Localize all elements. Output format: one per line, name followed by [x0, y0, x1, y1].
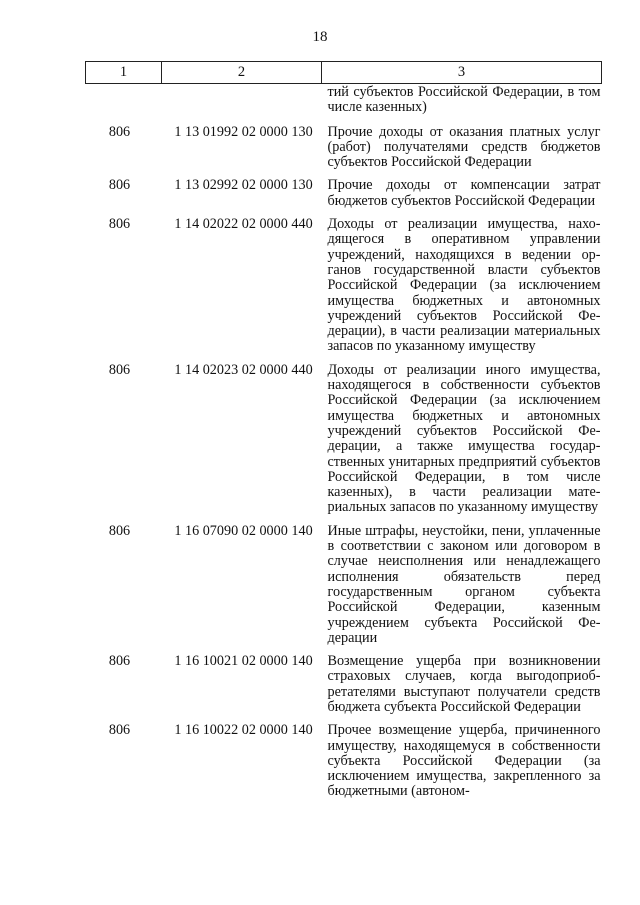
budget-code: 1 13 01992 02 0000 130 — [174, 123, 313, 140]
income-name: Прочие доходы от компенсации затрат бюджетов субъектов Российской Федерации — [327, 177, 601, 209]
budget-code: 1 16 10021 02 0000 140 — [174, 653, 313, 670]
header-col-2: 2 — [162, 62, 322, 84]
table-row — [86, 178, 602, 217]
table-row — [86, 654, 602, 723]
income-name: Возмещение ущерба при возникновении страховых случаев, когда выгодоприобретателями выступают получатели средств бюджета субъекта Российской Федерации — [327, 653, 601, 715]
income-name: Доходы от реализации имущества, находящегося в оперативном управлении учреждений, находящихся в ведении органов государственной власти субъектов Российской Федерации (за исключением имущества бюджетных и автономных учреждений субъектов Российской Федерации), в части реализации материальных запасов по указанному имуществу — [327, 216, 601, 355]
income-name: Прочие доходы от оказания платных услуг (работ) получателями средств бюджетов субъектов Российской Федерации — [327, 123, 601, 171]
table-row — [86, 363, 602, 524]
admin-code: 806 — [108, 216, 131, 233]
header-col-1: 1 — [86, 62, 162, 84]
admin-code: 806 — [108, 361, 131, 378]
admin-code: 806 — [108, 522, 131, 539]
admin-code: 806 — [108, 123, 131, 140]
admin-code: 806 — [108, 722, 131, 739]
budget-code: 1 14 02023 02 0000 440 — [174, 361, 313, 378]
continuation-row — [86, 84, 602, 125]
income-name: Иные штрафы, неустойки, пени, уплаченные в соответствии с законом или договором в случае неисполнения или ненадлежащего исполнения обязательств перед государственным органом субъекта Российской Федерации, казенным учреждением субъекта Российской Федерации — [327, 522, 601, 646]
admin-code: 806 — [108, 653, 131, 670]
table-row — [86, 524, 602, 654]
budget-code: 1 14 02022 02 0000 440 — [174, 216, 313, 233]
page-number: 18 — [312, 29, 328, 45]
header-col-3: 3 — [322, 62, 602, 84]
budget-code: 1 13 02992 02 0000 130 — [174, 177, 313, 194]
table-row — [86, 723, 602, 807]
table-header-row — [86, 62, 602, 84]
table-row — [86, 125, 602, 179]
table-row — [86, 217, 602, 363]
budget-code: 1 16 10022 02 0000 140 — [174, 722, 313, 739]
income-codes-table — [85, 61, 602, 808]
budget-code: 1 16 07090 02 0000 140 — [174, 522, 313, 539]
income-name: Прочее возмещение ущерба, причиненного имуществу, находящемуся в собственности субъекта Российской Федерации (за исключением имущества, закрепленного за бюджетными (автоном- — [327, 722, 601, 800]
income-name: Доходы от реализации иного имущества, находящегося в собственности субъектов Российской Федерации (за исключением имущества бюджетных и автономных учреждений субъектов Российской Федерации, а также имущества государственных унитарных предприятий субъектов Российской Федерации, в том числе казенных), в части реализации материальных запасов по указанному имуществу — [327, 361, 601, 516]
admin-code: 806 — [108, 177, 131, 194]
continuation-text: тий субъектов Российской Федерации, в том числе казенных) — [327, 84, 601, 116]
